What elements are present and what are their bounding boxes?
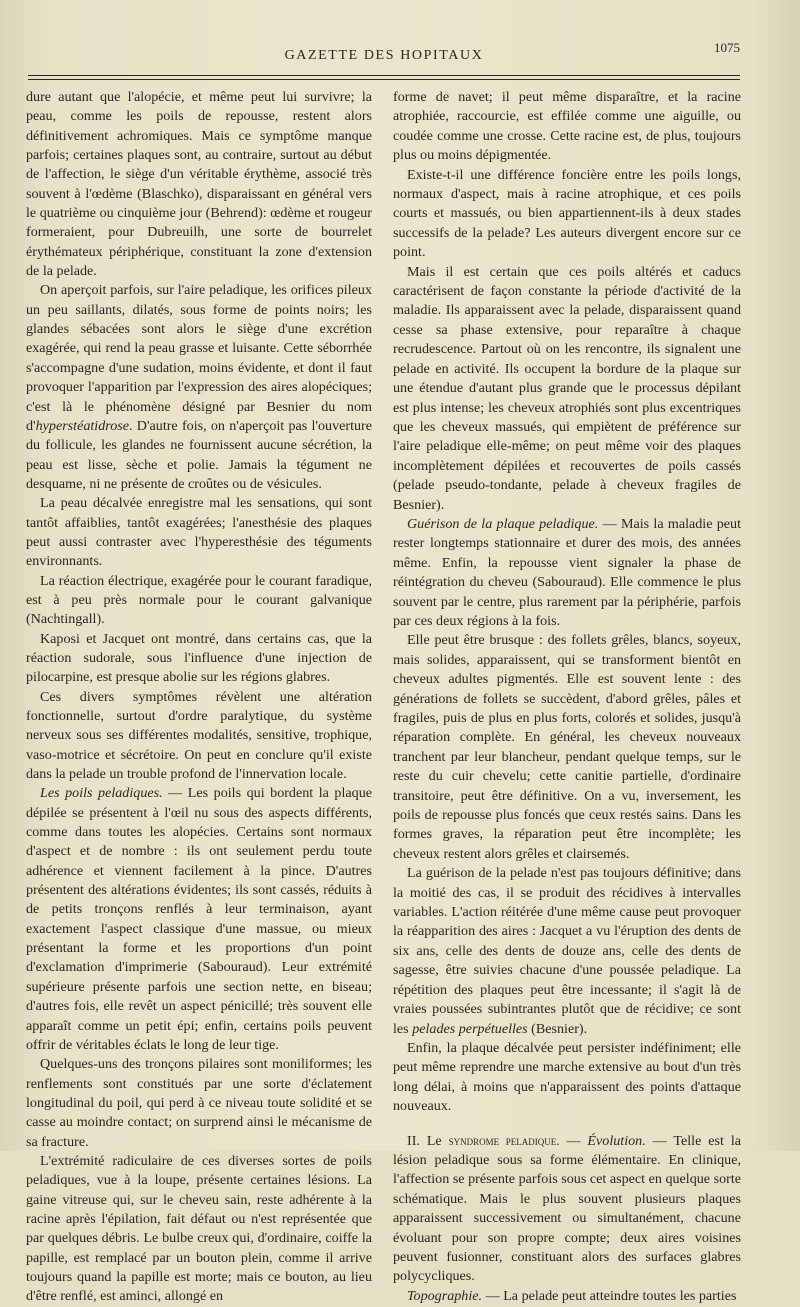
term-italic: hyperstéatidrose: [35, 417, 130, 434]
text: La guérison de la pelade n'est pas toujours définitive; dans la moitié des cas, il se produit des récidives à intervalles variables. L'action réitérée d'une même cause peut provoquer la réapparition des aires : Jacquet a vu l'éruption des dents de six ans, celle des dents de douze ans, celle des dents de sagesse, être suivies chacune d'une poussée peladique. La répétition des plaques peut être incessante; il s'agit là de vraies poussées subintrantes plutôt que de récidive; ce sont les: [393, 865, 741, 1037]
section-heading-italic: Guérison de la plaque peladique.: [407, 515, 599, 532]
page-header: [28, 40, 740, 66]
term-italic: pelades perpétuelles: [412, 1020, 528, 1037]
section-title-smallcaps: syndrome peladique.: [448, 1132, 560, 1148]
right-column: [393, 88, 741, 1306]
subsection-heading-italic: Évolution.: [587, 1132, 646, 1149]
text: — La pelade peut atteindre toutes les parties: [482, 1287, 737, 1304]
paragraph: Existe-t-il une différence foncière entre les poils longs, normaux d'aspect, mais à racine atrophique, et ces poils courts et massués, ou bien appartiennent-ils à deux stades successifs de la pelade? Les auteurs divergent encore sur ce point.: [393, 166, 741, 261]
paragraph: [393, 515, 741, 631]
paragraph: Ces divers symptômes révèlent une altération fonctionnelle, surtout d'ordre paralytique, du système nerveux sous ses différentes modalités, sensitive, trophique, vaso-motrice et sécrétoire. On peut en conclure qu'il existe dans la pelade un trouble profond de l'innervation locale.: [26, 688, 372, 783]
page-number: 1075: [714, 40, 740, 55]
paragraph: dure autant que l'alopécie, et même peut lui survivre; la peau, comme les poils de repousse, restent alors définitivement achromiques. Mais ce symptôme manque parfois; certaines plaques sont, au contraire, surtout au début de l'affection, le siège d'un véritable érythème, associé très souvent à l'œdème (Blaschko), disparaissant en général vers le quatrième ou cinquième jour (Behrend): œdème et rougeur formeraient, pour Dubreuilh, une sorte de bourrelet érythémateux périphérique, constituant la zone d'extension de la pelade.: [26, 89, 372, 280]
text: (Besnier).: [527, 1020, 588, 1037]
paragraph: forme de navet; il peut même disparaître, et la racine atrophiée, raccourcie, est effilée comme une aiguille, ou coudée comme une crosse. Cette racine est, de plus, toujours plus ou moins dépigmentée.: [393, 89, 741, 164]
text: On aperçoit parfois, sur l'aire peladique, les orifices pileux un peu saillants, dilatés, sous forme de points noirs; les glandes sébacées sont alors le siège d'une excrétion exagérée, qui rend la peau grasse et luisante. Cette séborrhée s'accompagne d'une sudation, moins évidente, et dont il faut provoquer l'apparition par l'expression des aires alopéciques; c'est là le phénomène désigné par Besnier du nom d': [26, 282, 372, 434]
paragraph: La réaction électrique, exagérée pour le courant faradique, est à peu près normale pour le courant galvanique (Nachtingall).: [26, 572, 372, 628]
paragraph: Quelques-uns des tronçons pilaires sont moniliformes; les renflements sont constitués par une sorte d'éclatement longitudinal du poil, qui perd à ce niveau toute solidité et se casse au moindre contact; on surprend ainsi le mécanisme de sa fracture.: [26, 1056, 372, 1150]
paragraph: [26, 281, 372, 494]
paragraph: Kaposi et Jacquet ont montré, dans certains cas, que la réaction sudorale, sous l'influence d'une injection de pilocarpine, est presque abolie sur les régions glabres.: [26, 630, 372, 686]
subsection-heading-italic: Topographie.: [407, 1287, 483, 1304]
text: — Telle est la lésion peladique sous sa forme élémentaire. En clinique, l'affection se présente parfois sous cet aspect en quelque sorte schématique. Mais le plus souvent plusieurs plaques apparaissent successivement ou simultanément, chacune évoluant pour son propre compte; deux aires voisines peuvent fusionner, constituant alors des surfaces glabres polycycliques.: [393, 1132, 742, 1285]
paragraph: [393, 1131, 741, 1287]
paragraph: [26, 784, 372, 1055]
header-rule-thin: [28, 79, 740, 80]
paragraph: La peau décalvée enregistre mal les sensations, qui sont tantôt affaiblies, tantôt exagérées; l'anesthésie des plaques peut aussi contraster avec l'hyperesthésie des téguments environnants.: [26, 495, 372, 570]
paragraph: Enfin, la plaque décalvée peut persister indéfiniment; elle peut même reprendre une marche extensive au bout d'un très long délai, à moins que n'apparaissent des points d'attaque nouveaux.: [393, 1039, 741, 1115]
paragraph: L'extrémité radiculaire de ces diverses sortes de poils peladiques, vue à la loupe, présente certaines lésions. La gaine vitreuse qui, sur le cheveu sain, reste adhérente à la racine après l'épilation, fait défaut ou n'est représentée que par quelques débris. Le bulbe creux qui, d'ordinaire, coiffe la papille, est remplacé par un bouton plein, comme il arrive toujours quand la papille est morte; mais ce bouton, au lieu d'être renflé, est aminci, allongé en: [26, 1152, 372, 1305]
text: — Les poils qui bordent la plaque dépilée se présentent à l'œil nu sous des aspects différents, comme dans toutes les alopécies. Certains sont normaux d'aspect et de nombre : ils ont seulement perdu toute adhérence et viennent facilement à la pince. D'autres présentent des altérations évidentes; ils sont cassés, réduits à de petits tronçons renflés à leur terminaison, ayant exactement l'aspect classique d'une massue, ou mieux présentant la forme et les proportions d'un point d'exclamation d'imprimerie (Sabouraud). Leur extrémité supérieure présente parfois une section nette, en biseau; d'autres fois, elle revêt un aspect pénicillé; très souvent elle apparaît comme un petit épi; enfin, certains poils peuvent offrir de véritables éclats le long de leur tige.: [26, 785, 372, 1053]
section-number: II. Le: [407, 1132, 449, 1149]
left-column: [26, 88, 372, 1307]
text: . D'autre fois, on n'aperçoit pas l'ouverture du follicule, les glandes ne fournissent aucune sécrétion, la peau est lisse, sèche et polie. Jamais la tégument ne desquame, ni ne présente de croûtes ou de vésicules.: [26, 417, 372, 492]
paragraph: [393, 864, 741, 1039]
paragraph: [393, 1287, 741, 1306]
paragraph: Mais il est certain que ces poils altérés et caducs caractérisent de façon constante la période d'activité de la maladie. Ils apparaissent avec la pelade, disparaissent quand cesse sa phase extensive, pour reparaître à chaque recrudescence. Partout où on les rencontre, ils signalent une pelade en activité. Ils occupent la bordure de la plaque sur une étendue d'autant plus grande que le processus dépilant est plus intense; les cheveux atrophiés sont plus excentriques que les cheveux massués, qui empiètent de préférence sur l'aire peladique elle-même; on peut même voir des plaques incomplètement dépilées et recouvertes de poils cassés (pelade pseudo-tondante, pelade à cheveux fragiles de Besnier).: [393, 263, 741, 513]
section-heading-italic: Les poils peladiques.: [40, 785, 163, 802]
dash: —: [559, 1132, 588, 1149]
paragraph: Elle peut être brusque : des follets grêles, blancs, soyeux, mais solides, apparaissent, qui se transforment bientôt en cheveux adultes pigmentés. Elle est souvent lente : des générations de follets se succèdent, d'abord grêles, pâles et fragiles, puis de plus en plus forts, colorés et solides, jusqu'à réparation complète. En général, les cheveux nouveaux tranchent par leur blancheur, pendant quelque temps, sur le reste du cuir chevelu; cette canitie partielle, d'ordinaire transitoire, peut être définitive. On a vu, inversement, les poils de repousse plus foncés que ceux restés sains. Dans les formes graves, la réparation peut être incomplète; les cheveux restent alors grêles et clairsemés.: [393, 632, 741, 862]
text: — Mais la maladie peut rester longtemps stationnaire et durer des mois, des années même. Enfin, la repousse vient signaler la phase de réintégration du cheveu (Sabouraud). Elle commence le plus souvent par le centre, plus rarement par la périphérie, parfois par ces deux régions à la fois.: [393, 515, 741, 629]
header-rule: [28, 75, 740, 76]
journal-title: GAZETTE DES HOPITAUX: [284, 48, 484, 63]
